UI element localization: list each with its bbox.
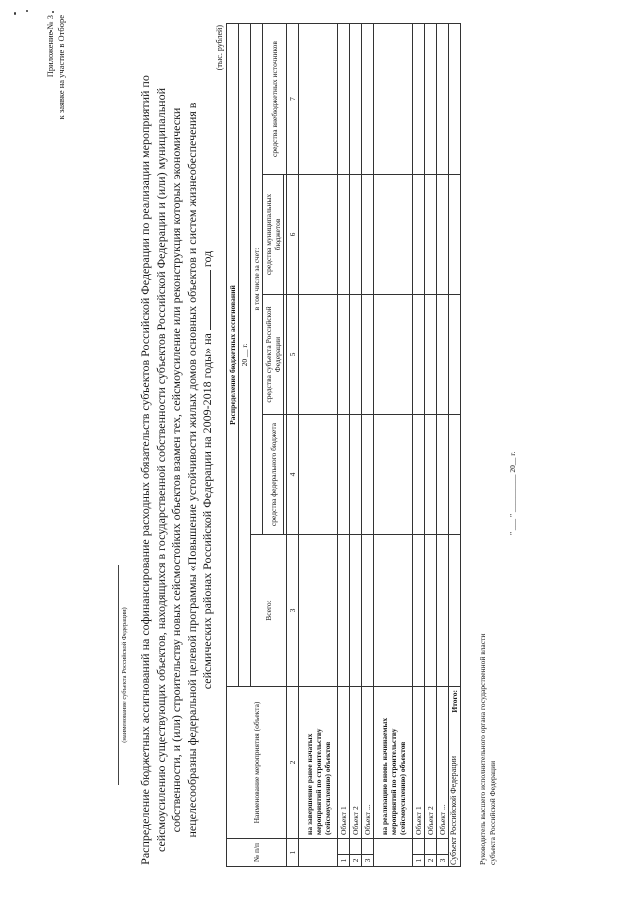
object-name: Объект 1 <box>413 687 425 839</box>
row-number: 3 <box>362 855 374 867</box>
col-header-municipal: средства муниципальных бюджетов <box>263 175 284 295</box>
col-header-subject: средства субъекта Российской Федерации <box>263 295 284 415</box>
units-label: (тыс. рублей) <box>215 25 224 71</box>
row-number: 2 <box>350 855 362 867</box>
footer-date: " ___ " __________ 20__ г. <box>508 451 517 535</box>
year-blank <box>210 270 211 330</box>
appendix-reference: к заявке на участие в Отборе <box>56 15 66 120</box>
object-name: Объект 2 <box>350 687 362 839</box>
title-text: Распределение бюджетных ассигнований на софинансирование расходных обязательств субъектов Российской Федерации по реализации мероприятий по сейсмоусилению существующих объектов, находящихся в государственной собственности субъектов Российской Федерации и (или) муниципальной собственности, и (или) строительству новых сейсмостойких объектов взамен тех, сейсмоусиление или реконструкция которых экономически нецелесообразны федеральной целевой программы «Повышение устойчивости жилых домов основных объектов и систем жизнеобеспечения в сейсмических районах Российской Федерации на 2009-2018 годы» на <box>138 75 214 865</box>
col-number: 1 <box>287 839 299 867</box>
col-header-extrabudget: средства внебюджетных источников <box>263 23 287 174</box>
object-name: Объект 1 <box>338 687 350 839</box>
section-row <box>299 23 338 866</box>
object-name: Объект ... <box>437 687 449 839</box>
col-header-distribution: Распределение бюджетных ассигнований <box>227 23 239 686</box>
col-header-including: в том числе за счет: <box>251 23 263 534</box>
table-row <box>413 23 425 866</box>
appendix-label <box>45 15 67 205</box>
allocation-table <box>226 23 461 867</box>
table-header-row <box>227 23 239 866</box>
table-row <box>425 23 437 866</box>
subject-name-caption: (наименование субъекта Российской Федерации) <box>121 607 128 743</box>
object-name: Объект 2 <box>425 687 437 839</box>
total-row <box>449 23 461 866</box>
col-number: 2 <box>287 687 299 839</box>
col-header-total: Всего: <box>251 535 287 687</box>
table-row <box>350 23 362 866</box>
footer-head-signature: Руководитель высшего исполнительного органа государственной власти субъекта Российской Федерации <box>478 633 497 865</box>
section-title: на реализацию вновь начинаемых мероприятий по строительству (сейсмоусилению) объектов <box>374 687 413 839</box>
object-name: Объект ... <box>362 687 374 839</box>
col-header-federal: средства федерального бюджета <box>263 415 284 535</box>
col-number: 4 <box>287 415 299 535</box>
row-number: 3 <box>437 855 449 867</box>
col-number: 7 <box>287 23 299 174</box>
section-title: на завершение ранее начатых мероприятий по строительству (сейсмоусилению) объектов <box>299 687 338 839</box>
title-year-word: год <box>200 250 214 268</box>
col-number: 3 <box>287 535 299 687</box>
row-number: 2 <box>425 855 437 867</box>
row-number: 1 <box>338 855 350 867</box>
section-row <box>374 23 413 866</box>
col-number: 5 <box>287 295 299 415</box>
col-header-number: № п/п <box>227 839 287 867</box>
appendix-number: Приложение № 3 <box>45 15 55 78</box>
column-numbers-row <box>287 23 299 866</box>
table-row <box>362 23 374 866</box>
total-label: Итого: <box>449 687 461 867</box>
subject-name-line <box>118 565 119 785</box>
col-header-name: Наименование мероприятия (объекта) <box>227 687 287 839</box>
table-row <box>437 23 449 866</box>
col-number: 6 <box>287 175 299 295</box>
col-header-year: 20 __ г. <box>239 23 251 686</box>
footer-subject: Субъект Российской Федерации <box>449 755 458 865</box>
row-number: 1 <box>413 855 425 867</box>
document-title <box>138 75 216 865</box>
table-row <box>338 23 350 866</box>
